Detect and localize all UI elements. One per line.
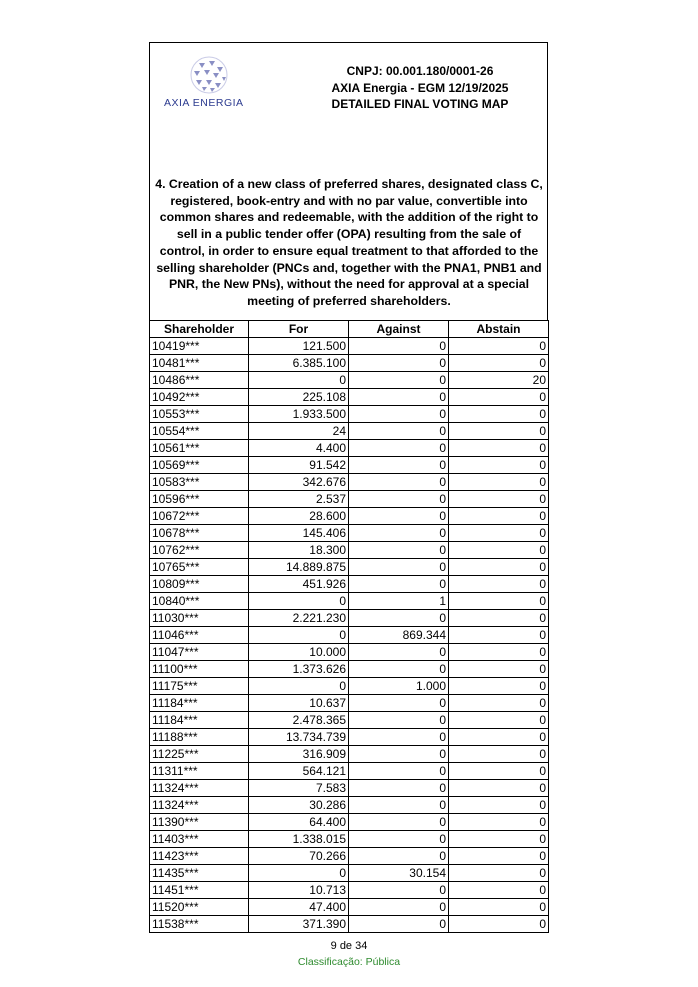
table-row	[150, 372, 549, 389]
for-cell: 564.121	[249, 763, 349, 780]
table-row	[150, 593, 549, 610]
table-row	[150, 814, 549, 831]
for-cell: 225.108	[249, 389, 349, 406]
for-cell: 2.221.230	[249, 610, 349, 627]
table-row	[150, 916, 549, 933]
for-cell: 0	[249, 627, 349, 644]
abstain-cell: 0	[449, 763, 549, 780]
table-row	[150, 491, 549, 508]
against-cell: 0	[349, 729, 449, 746]
table-row	[150, 644, 549, 661]
against-cell: 0	[349, 389, 449, 406]
abstain-cell: 0	[449, 865, 549, 882]
table-row	[150, 678, 549, 695]
abstain-cell: 0	[449, 576, 549, 593]
shareholder-cell: 10596***	[150, 491, 249, 508]
shareholder-cell: 10561***	[150, 440, 249, 457]
for-cell: 145.406	[249, 525, 349, 542]
abstain-cell: 0	[449, 355, 549, 372]
shareholder-cell: 10583***	[150, 474, 249, 491]
column-header-for: For	[249, 321, 349, 338]
table-row	[150, 780, 549, 797]
against-cell: 0	[349, 474, 449, 491]
page-number: 9 de 34	[330, 940, 368, 952]
table-row	[150, 661, 549, 678]
table-row	[150, 389, 549, 406]
column-header-shareholder: Shareholder	[150, 321, 249, 338]
against-cell: 0	[349, 576, 449, 593]
abstain-cell: 0	[449, 542, 549, 559]
table-row	[150, 542, 549, 559]
agenda-item-text: 4. Creation of a new class of preferred shares, designated class C, registered, book-entry and with no par value, convertible into common shares and redeemable, with the addition of the right to sell in a public tender offer (OPA) resulting from the sale of control, in order to ensure equal treatment to that afforded to the selling shareholder (PNCs and, together with the PNA1, PNB1 and PNR, the New PNs), without the need for approval at a special meeting of preferred shareholders.	[155, 177, 543, 308]
against-cell: 0	[349, 610, 449, 627]
abstain-cell: 0	[449, 627, 549, 644]
table-row	[150, 559, 549, 576]
abstain-cell: 0	[449, 593, 549, 610]
abstain-cell: 0	[449, 695, 549, 712]
shareholder-cell: 11435***	[150, 865, 249, 882]
abstain-cell: 0	[449, 882, 549, 899]
against-cell: 0	[349, 899, 449, 916]
against-cell: 0	[349, 355, 449, 372]
shareholder-cell: 10765***	[150, 559, 249, 576]
abstain-cell: 0	[449, 848, 549, 865]
abstain-cell: 0	[449, 678, 549, 695]
shareholder-cell: 11046***	[150, 627, 249, 644]
for-cell: 121.500	[249, 338, 349, 355]
for-cell: 2.478.365	[249, 712, 349, 729]
table-header-row	[150, 321, 549, 338]
abstain-cell: 20	[449, 372, 549, 389]
shareholder-cell: 11184***	[150, 695, 249, 712]
abstain-cell: 0	[449, 797, 549, 814]
column-header-against: Against	[349, 321, 449, 338]
table-row	[150, 746, 549, 763]
against-cell: 1	[349, 593, 449, 610]
abstain-cell: 0	[449, 610, 549, 627]
shareholder-cell: 10569***	[150, 457, 249, 474]
shareholder-cell: 10486***	[150, 372, 249, 389]
for-cell: 64.400	[249, 814, 349, 831]
shareholder-cell: 11390***	[150, 814, 249, 831]
table-row	[150, 457, 549, 474]
against-cell: 0	[349, 457, 449, 474]
voting-table	[149, 320, 549, 933]
document-title: DETAILED FINAL VOTING MAP	[331, 97, 509, 111]
table-row	[150, 525, 549, 542]
table-row	[150, 831, 549, 848]
shareholder-cell: 10762***	[150, 542, 249, 559]
for-cell: 1.338.015	[249, 831, 349, 848]
table-row	[150, 508, 549, 525]
event-line: AXIA Energia - EGM 12/19/2025	[331, 80, 509, 95]
logo-wordmark: AXIA ENERGIA	[164, 97, 244, 109]
shareholder-cell: 11175***	[150, 678, 249, 695]
shareholder-cell: 11538***	[150, 916, 249, 933]
shareholder-cell: 10553***	[150, 406, 249, 423]
table-row	[150, 627, 549, 644]
against-cell: 0	[349, 440, 449, 457]
abstain-cell: 0	[449, 423, 549, 440]
abstain-cell: 0	[449, 559, 549, 576]
for-cell: 6.385.100	[249, 355, 349, 372]
for-cell: 0	[249, 865, 349, 882]
for-cell: 316.909	[249, 746, 349, 763]
abstain-cell: 0	[449, 440, 549, 457]
abstain-cell: 0	[449, 491, 549, 508]
abstain-cell: 0	[449, 899, 549, 916]
against-cell: 0	[349, 406, 449, 423]
classification-label: Classificação: Pública	[297, 956, 401, 968]
shareholder-cell: 11520***	[150, 899, 249, 916]
table-row	[150, 712, 549, 729]
abstain-cell: 0	[449, 780, 549, 797]
shareholder-cell: 11030***	[150, 610, 249, 627]
for-cell: 342.676	[249, 474, 349, 491]
against-cell: 0	[349, 508, 449, 525]
abstain-cell: 0	[449, 712, 549, 729]
abstain-cell: 0	[449, 406, 549, 423]
for-cell: 70.266	[249, 848, 349, 865]
for-cell: 18.300	[249, 542, 349, 559]
for-cell: 10.637	[249, 695, 349, 712]
table-row	[150, 355, 549, 372]
against-cell: 0	[349, 338, 449, 355]
against-cell: 0	[349, 372, 449, 389]
for-cell: 14.889.875	[249, 559, 349, 576]
shareholder-cell: 11324***	[150, 797, 249, 814]
table-row	[150, 406, 549, 423]
for-cell: 4.400	[249, 440, 349, 457]
document-header	[149, 42, 548, 321]
against-cell: 0	[349, 780, 449, 797]
shareholder-cell: 11403***	[150, 831, 249, 848]
shareholder-cell: 11324***	[150, 780, 249, 797]
table-row	[150, 695, 549, 712]
abstain-cell: 0	[449, 729, 549, 746]
against-cell: 869.344	[349, 627, 449, 644]
table-row	[150, 865, 549, 882]
against-cell: 0	[349, 525, 449, 542]
for-cell: 0	[249, 678, 349, 695]
table-row	[150, 763, 549, 780]
against-cell: 0	[349, 661, 449, 678]
table-row	[150, 848, 549, 865]
against-cell: 0	[349, 763, 449, 780]
for-cell: 91.542	[249, 457, 349, 474]
abstain-cell: 0	[449, 814, 549, 831]
table-row	[150, 440, 549, 457]
for-cell: 2.537	[249, 491, 349, 508]
abstain-cell: 0	[449, 457, 549, 474]
cnpj-line: CNPJ: 00.001.180/0001-26	[346, 64, 494, 78]
against-cell: 0	[349, 848, 449, 865]
for-cell: 30.286	[249, 797, 349, 814]
shareholder-cell: 11451***	[150, 882, 249, 899]
abstain-cell: 0	[449, 474, 549, 491]
against-cell: 0	[349, 814, 449, 831]
table-row	[150, 338, 549, 355]
for-cell: 10.000	[249, 644, 349, 661]
abstain-cell: 0	[449, 338, 549, 355]
against-cell: 0	[349, 746, 449, 763]
shareholder-cell: 10678***	[150, 525, 249, 542]
for-cell: 28.600	[249, 508, 349, 525]
abstain-cell: 0	[449, 644, 549, 661]
table-row	[150, 474, 549, 491]
against-cell: 0	[349, 831, 449, 848]
against-cell: 0	[349, 559, 449, 576]
abstain-cell: 0	[449, 389, 549, 406]
against-cell: 0	[349, 491, 449, 508]
shareholder-cell: 10672***	[150, 508, 249, 525]
for-cell: 371.390	[249, 916, 349, 933]
shareholder-cell: 10554***	[150, 423, 249, 440]
abstain-cell: 0	[449, 508, 549, 525]
table-row	[150, 610, 549, 627]
against-cell: 0	[349, 695, 449, 712]
shareholder-cell: 10481***	[150, 355, 249, 372]
against-cell: 0	[349, 797, 449, 814]
shareholder-cell: 10492***	[150, 389, 249, 406]
for-cell: 47.400	[249, 899, 349, 916]
shareholder-cell: 11184***	[150, 712, 249, 729]
for-cell: 13.734.739	[249, 729, 349, 746]
for-cell: 10.713	[249, 882, 349, 899]
shareholder-cell: 11047***	[150, 644, 249, 661]
against-cell: 0	[349, 882, 449, 899]
table-row	[150, 797, 549, 814]
shareholder-cell: 11100***	[150, 661, 249, 678]
table-row	[150, 576, 549, 593]
for-cell: 451.926	[249, 576, 349, 593]
against-cell: 30.154	[349, 865, 449, 882]
table-row	[150, 899, 549, 916]
table-row	[150, 729, 549, 746]
shareholder-cell: 10840***	[150, 593, 249, 610]
for-cell: 0	[249, 372, 349, 389]
shareholder-cell: 11225***	[150, 746, 249, 763]
shareholder-cell: 10419***	[150, 338, 249, 355]
abstain-cell: 0	[449, 916, 549, 933]
abstain-cell: 0	[449, 661, 549, 678]
against-cell: 1.000	[349, 678, 449, 695]
table-row	[150, 423, 549, 440]
abstain-cell: 0	[449, 525, 549, 542]
for-cell: 1.373.626	[249, 661, 349, 678]
shareholder-cell: 11311***	[150, 763, 249, 780]
abstain-cell: 0	[449, 746, 549, 763]
for-cell: 24	[249, 423, 349, 440]
against-cell: 0	[349, 916, 449, 933]
for-cell: 1.933.500	[249, 406, 349, 423]
abstain-cell: 0	[449, 831, 549, 848]
against-cell: 0	[349, 542, 449, 559]
shareholder-cell: 10809***	[150, 576, 249, 593]
column-header-abstain: Abstain	[449, 321, 549, 338]
shareholder-cell: 11188***	[150, 729, 249, 746]
for-cell: 0	[249, 593, 349, 610]
against-cell: 0	[349, 423, 449, 440]
against-cell: 0	[349, 712, 449, 729]
table-row	[150, 882, 549, 899]
shareholder-cell: 11423***	[150, 848, 249, 865]
for-cell: 7.583	[249, 780, 349, 797]
against-cell: 0	[349, 644, 449, 661]
